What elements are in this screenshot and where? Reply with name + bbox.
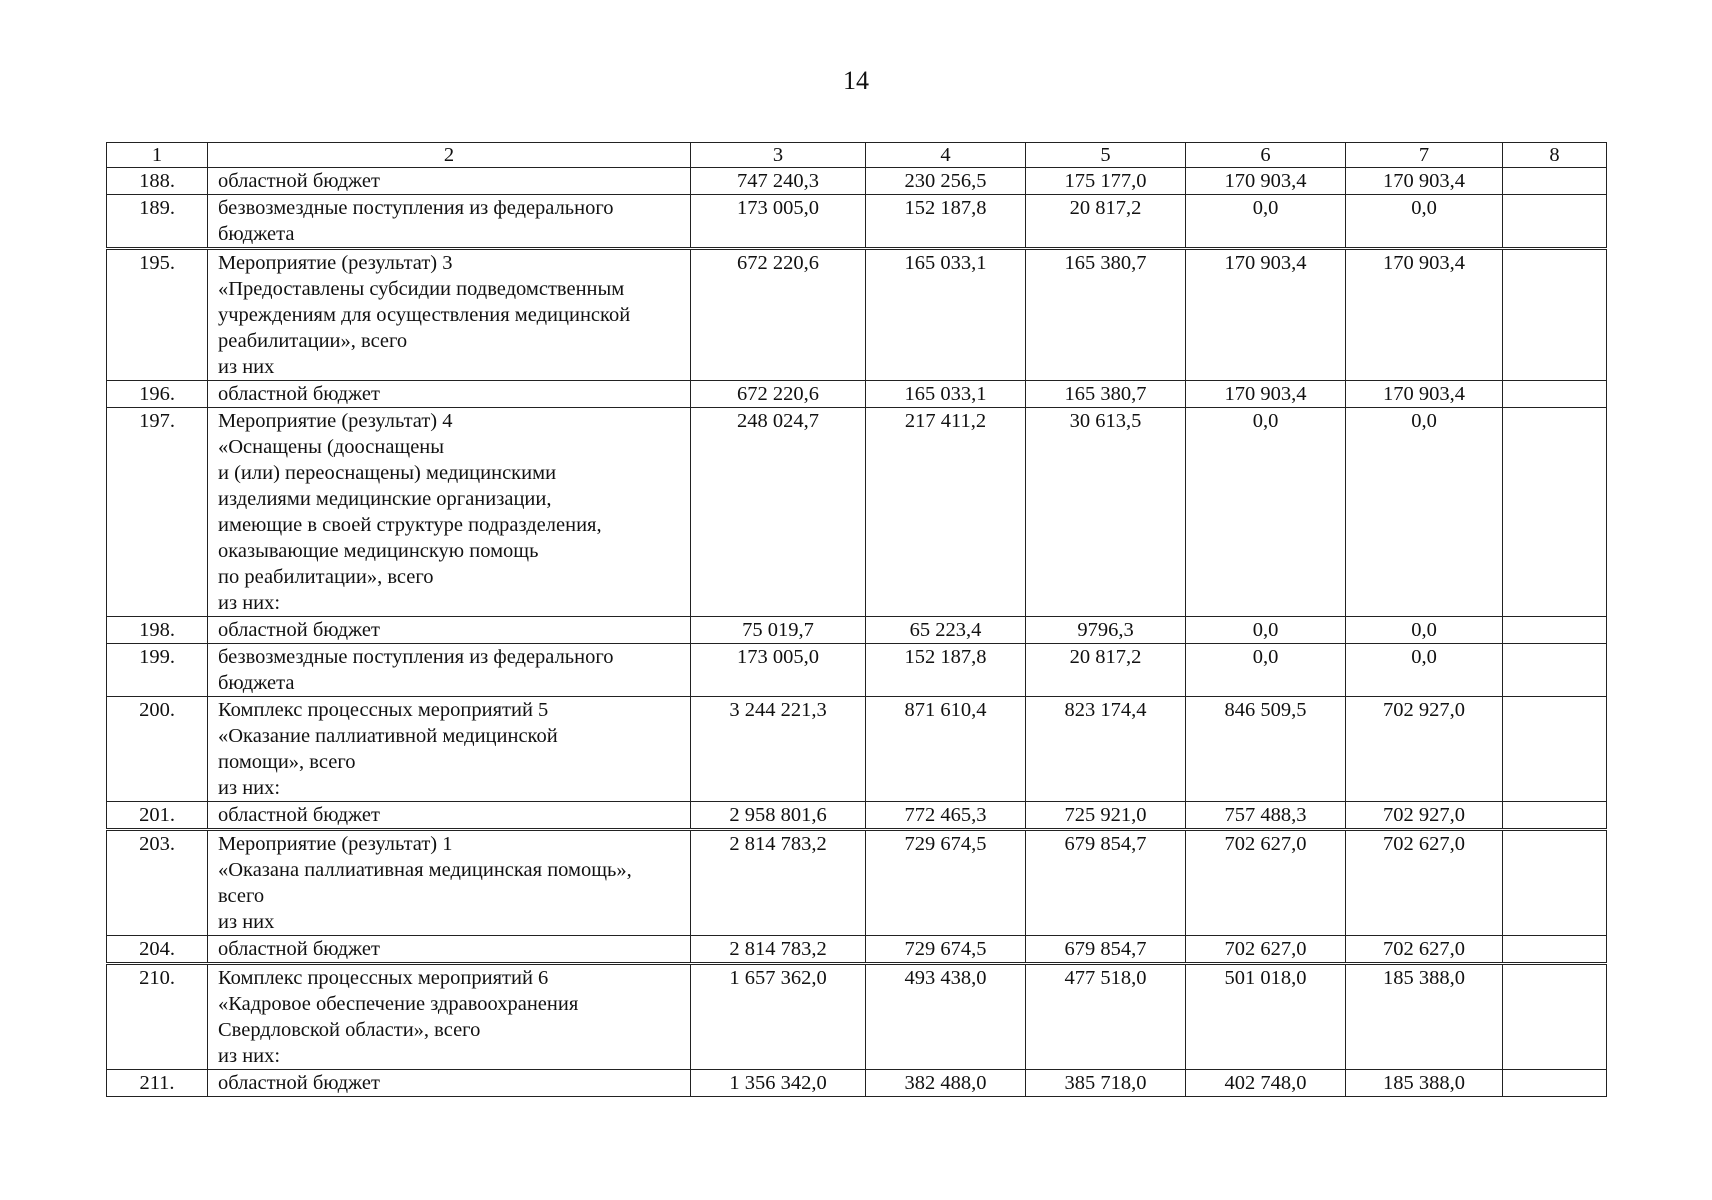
value-cell-6: 0,0	[1186, 644, 1346, 697]
value-cell-4: 230 256,5	[866, 168, 1026, 195]
description-line: безвозмездные поступления из федерального	[218, 197, 614, 219]
value-cell-7: 0,0	[1346, 195, 1503, 249]
row-number-cell: 195.	[107, 249, 208, 381]
header-cell-6: 6	[1186, 143, 1346, 168]
description-line: областной бюджет	[218, 1072, 380, 1094]
value-cell-4: 217 411,2	[866, 408, 1026, 617]
table-body	[107, 143, 1607, 1097]
value-cell-3: 1 657 362,0	[691, 964, 866, 1070]
value-cell-6: 170 903,4	[1186, 381, 1346, 408]
value-cell-7: 170 903,4	[1346, 168, 1503, 195]
value-cell-3: 2 814 783,2	[691, 936, 866, 964]
value-cell-5: 20 817,2	[1026, 644, 1186, 697]
description-line: Комплекс процессных мероприятий 5	[218, 699, 549, 721]
description-line: бюджета	[218, 223, 295, 245]
header-cell-5: 5	[1026, 143, 1186, 168]
value-cell-6: 402 748,0	[1186, 1070, 1346, 1097]
value-cell-7: 702 627,0	[1346, 936, 1503, 964]
value-cell-5: 385 718,0	[1026, 1070, 1186, 1097]
value-cell-8	[1503, 936, 1607, 964]
value-cell-7: 0,0	[1346, 408, 1503, 617]
value-cell-6: 702 627,0	[1186, 830, 1346, 936]
row-description-cell	[208, 617, 691, 644]
value-cell-4: 729 674,5	[866, 830, 1026, 936]
description-line: и (или) переоснащены) медицинскими	[218, 462, 557, 484]
description-line: реабилитации», всего	[218, 330, 408, 352]
description-line: областной бюджет	[218, 619, 380, 641]
value-cell-3: 3 244 221,3	[691, 697, 866, 802]
header-cell-8: 8	[1503, 143, 1607, 168]
description-line: Свердловской области», всего	[218, 1019, 481, 1041]
description-line: из них	[218, 356, 275, 378]
table-row	[107, 964, 1607, 1070]
description-line: Мероприятие (результат) 3	[218, 252, 453, 274]
description-line: помощи», всего	[218, 751, 356, 773]
table-row	[107, 249, 1607, 381]
row-description-cell	[208, 936, 691, 964]
value-cell-3: 2 958 801,6	[691, 802, 866, 830]
row-description-cell	[208, 249, 691, 381]
value-cell-4: 165 033,1	[866, 381, 1026, 408]
description-line: «Оснащены (дооснащены	[218, 436, 445, 458]
value-cell-5: 9796,3	[1026, 617, 1186, 644]
description-line: областной бюджет	[218, 938, 380, 960]
value-cell-4: 152 187,8	[866, 644, 1026, 697]
value-cell-3: 248 024,7	[691, 408, 866, 617]
value-cell-8	[1503, 802, 1607, 830]
row-number-cell: 204.	[107, 936, 208, 964]
value-cell-6: 0,0	[1186, 408, 1346, 617]
value-cell-7: 702 627,0	[1346, 830, 1503, 936]
value-cell-7: 170 903,4	[1346, 381, 1503, 408]
row-description-cell	[208, 830, 691, 936]
row-number-cell: 196.	[107, 381, 208, 408]
table-row	[107, 381, 1607, 408]
value-cell-8	[1503, 168, 1607, 195]
description-line: безвозмездные поступления из федерального	[218, 646, 614, 668]
value-cell-8	[1503, 697, 1607, 802]
value-cell-6: 702 627,0	[1186, 936, 1346, 964]
value-cell-6: 0,0	[1186, 617, 1346, 644]
description-line: из них:	[218, 592, 281, 614]
value-cell-6: 846 509,5	[1186, 697, 1346, 802]
row-description-cell	[208, 381, 691, 408]
value-cell-8	[1503, 964, 1607, 1070]
value-cell-8	[1503, 1070, 1607, 1097]
value-cell-6: 0,0	[1186, 195, 1346, 249]
description-line: «Оказание паллиативной медицинской	[218, 725, 558, 747]
description-line: всего	[218, 885, 265, 907]
value-cell-5: 165 380,7	[1026, 249, 1186, 381]
description-line: Комплекс процессных мероприятий 6	[218, 967, 549, 989]
value-cell-8	[1503, 195, 1607, 249]
table-row	[107, 697, 1607, 802]
header-cell-7: 7	[1346, 143, 1503, 168]
description-line: Мероприятие (результат) 1	[218, 833, 453, 855]
row-number-cell: 189.	[107, 195, 208, 249]
row-description-cell	[208, 1070, 691, 1097]
row-number-cell: 201.	[107, 802, 208, 830]
value-cell-4: 729 674,5	[866, 936, 1026, 964]
value-cell-4: 493 438,0	[866, 964, 1026, 1070]
value-cell-5: 477 518,0	[1026, 964, 1186, 1070]
value-cell-3: 747 240,3	[691, 168, 866, 195]
page-number: 14	[843, 66, 869, 95]
value-cell-6: 170 903,4	[1186, 168, 1346, 195]
value-cell-4: 152 187,8	[866, 195, 1026, 249]
table-row	[107, 644, 1607, 697]
value-cell-7: 185 388,0	[1346, 1070, 1503, 1097]
row-description-cell	[208, 195, 691, 249]
value-cell-5: 823 174,4	[1026, 697, 1186, 802]
row-number-cell: 203.	[107, 830, 208, 936]
value-cell-5: 165 380,7	[1026, 381, 1186, 408]
value-cell-5: 679 854,7	[1026, 936, 1186, 964]
row-description-cell	[208, 408, 691, 617]
row-description-cell	[208, 802, 691, 830]
description-line: учреждениям для осуществления медицинской	[218, 304, 631, 326]
value-cell-3: 75 019,7	[691, 617, 866, 644]
table-row	[107, 936, 1607, 964]
value-cell-5: 679 854,7	[1026, 830, 1186, 936]
row-description-cell	[208, 644, 691, 697]
value-cell-5: 20 817,2	[1026, 195, 1186, 249]
value-cell-4: 65 223,4	[866, 617, 1026, 644]
value-cell-7: 702 927,0	[1346, 697, 1503, 802]
description-line: областной бюджет	[218, 383, 380, 405]
row-number-cell: 211.	[107, 1070, 208, 1097]
value-cell-6: 757 488,3	[1186, 802, 1346, 830]
description-line: из них:	[218, 777, 281, 799]
description-line: по реабилитации», всего	[218, 566, 434, 588]
header-cell-1: 1	[107, 143, 208, 168]
value-cell-3: 1 356 342,0	[691, 1070, 866, 1097]
description-line: Мероприятие (результат) 4	[218, 410, 453, 432]
header-cell-3: 3	[691, 143, 866, 168]
value-cell-6: 501 018,0	[1186, 964, 1346, 1070]
table-row	[107, 830, 1607, 936]
value-cell-7: 185 388,0	[1346, 964, 1503, 1070]
description-line: из них	[218, 911, 275, 933]
description-line: имеющие в своей структуре подразделения,	[218, 514, 602, 536]
value-cell-4: 871 610,4	[866, 697, 1026, 802]
description-line: «Кадровое обеспечение здравоохранения	[218, 993, 579, 1015]
description-line: «Оказана паллиативная медицинская помощь»,	[218, 859, 632, 881]
value-cell-6: 170 903,4	[1186, 249, 1346, 381]
description-line: изделиями медицинские организации,	[218, 488, 552, 510]
value-cell-8	[1503, 408, 1607, 617]
value-cell-3: 672 220,6	[691, 381, 866, 408]
table-row	[107, 802, 1607, 830]
description-line: из них:	[218, 1045, 281, 1067]
value-cell-4: 165 033,1	[866, 249, 1026, 381]
row-number-cell: 200.	[107, 697, 208, 802]
table-row	[107, 617, 1607, 644]
value-cell-8	[1503, 381, 1607, 408]
table-row	[107, 168, 1607, 195]
table-row	[107, 1070, 1607, 1097]
value-cell-5: 725 921,0	[1026, 802, 1186, 830]
value-cell-5: 175 177,0	[1026, 168, 1186, 195]
description-line: «Предоставлены субсидии подведомственным	[218, 278, 625, 300]
description-line: бюджета	[218, 672, 295, 694]
value-cell-7: 170 903,4	[1346, 249, 1503, 381]
value-cell-4: 382 488,0	[866, 1070, 1026, 1097]
budget-table	[106, 142, 1607, 1097]
value-cell-7: 0,0	[1346, 617, 1503, 644]
row-description-cell	[208, 964, 691, 1070]
table-header-row	[107, 143, 1607, 168]
value-cell-3: 2 814 783,2	[691, 830, 866, 936]
value-cell-3: 173 005,0	[691, 644, 866, 697]
header-cell-2: 2	[208, 143, 691, 168]
value-cell-8	[1503, 830, 1607, 936]
row-description-cell	[208, 168, 691, 195]
table-row	[107, 408, 1607, 617]
value-cell-7: 0,0	[1346, 644, 1503, 697]
row-number-cell: 210.	[107, 964, 208, 1070]
value-cell-3: 173 005,0	[691, 195, 866, 249]
row-number-cell: 199.	[107, 644, 208, 697]
value-cell-8	[1503, 249, 1607, 381]
value-cell-4: 772 465,3	[866, 802, 1026, 830]
description-line: областной бюджет	[218, 804, 380, 826]
description-line: оказывающие медицинскую помощь	[218, 540, 539, 562]
value-cell-5: 30 613,5	[1026, 408, 1186, 617]
value-cell-7: 702 927,0	[1346, 802, 1503, 830]
header-cell-4: 4	[866, 143, 1026, 168]
table-row	[107, 195, 1607, 249]
row-number-cell: 198.	[107, 617, 208, 644]
value-cell-8	[1503, 644, 1607, 697]
row-number-cell: 188.	[107, 168, 208, 195]
row-number-cell: 197.	[107, 408, 208, 617]
description-line: областной бюджет	[218, 170, 380, 192]
value-cell-8	[1503, 617, 1607, 644]
value-cell-3: 672 220,6	[691, 249, 866, 381]
row-description-cell	[208, 697, 691, 802]
